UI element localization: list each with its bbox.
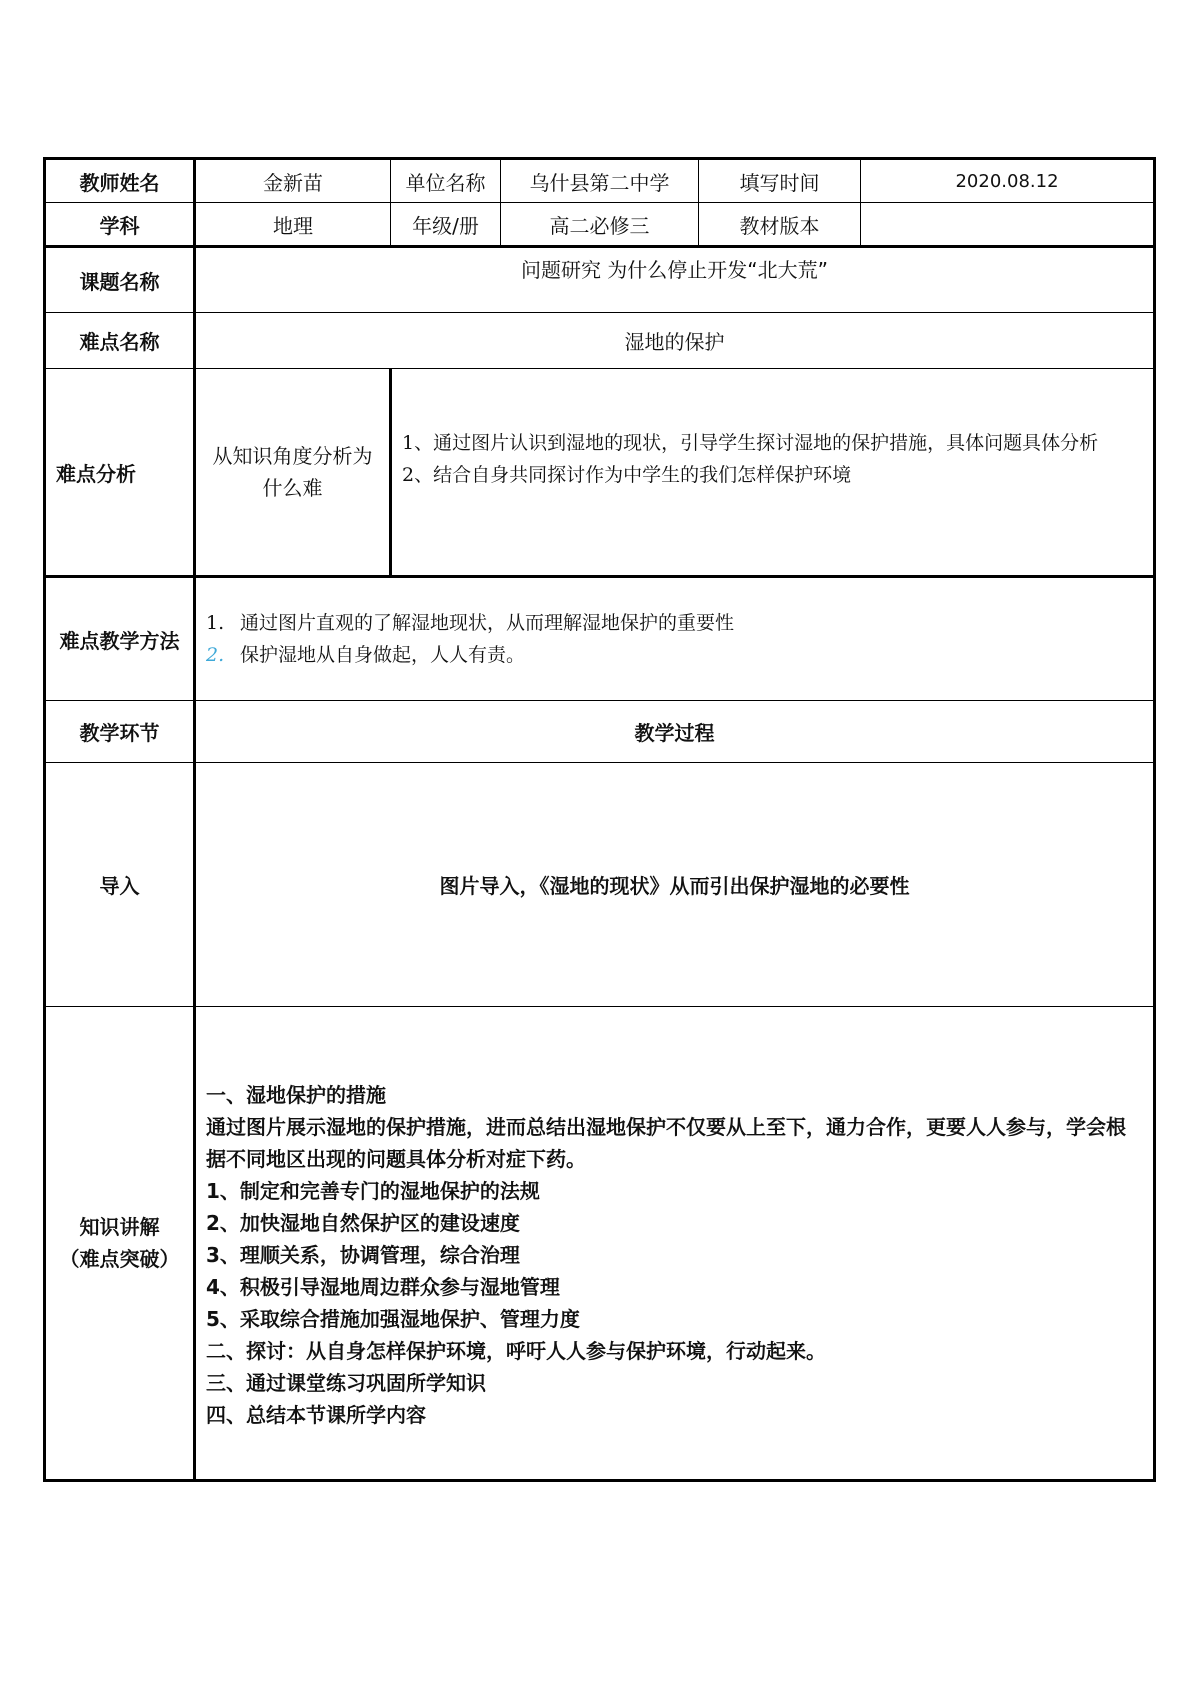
method-item-2-text: 保护湿地从自身做起，人人有责。 — [240, 644, 526, 666]
subject-label: 学科 — [45, 203, 195, 247]
analysis-point-1: 1、通过图片认识到湿地的现状，引导学生探讨湿地的保护措施，具体问题具体分析 — [402, 432, 1099, 454]
lesson-plan-table — [43, 157, 1156, 1482]
knowledge-line-3: 1、制定和完善专门的湿地保护的法规 — [206, 1179, 540, 1203]
knowledge-line-4: 2、加快湿地自然保护区的建设速度 — [206, 1211, 520, 1235]
intro-row — [45, 763, 1155, 1007]
knowledge-line-8: 二、探讨：从自身怎样保护环境，呼吁人人参与保护环境，行动起来。 — [206, 1339, 826, 1363]
topic-label: 课题名称 — [45, 247, 195, 313]
lesson-plan-sheet — [43, 157, 1153, 1482]
method-list — [195, 577, 1155, 701]
difficulty-value: 湿地的保护 — [195, 313, 1155, 369]
method-item-2-num: 2. — [206, 644, 225, 666]
header-row-1 — [45, 159, 1155, 203]
fill-time-value: 2020.08.12 — [861, 159, 1155, 203]
knowledge-label-line-2: （难点突破） — [59, 1247, 180, 1271]
analysis-points — [391, 369, 1155, 577]
method-label: 难点教学方法 — [45, 577, 195, 701]
method-item-2 — [206, 639, 1143, 671]
analysis-sub-label — [195, 369, 391, 577]
textbook-label: 教材版本 — [699, 203, 861, 247]
knowledge-line-7: 5、采取综合措施加强湿地保护、管理力度 — [206, 1307, 580, 1331]
teacher-value: 金新苗 — [195, 159, 391, 203]
method-item-1 — [206, 607, 1143, 639]
knowledge-label-line-1: 知识讲解 — [79, 1215, 160, 1239]
intro-value: 图片导入，《湿地的现状》从而引出保护湿地的必要性 — [195, 763, 1155, 1007]
intro-label: 导入 — [45, 763, 195, 1007]
process-label: 教学环节 — [45, 701, 195, 763]
header-row-2 — [45, 203, 1155, 247]
knowledge-line-9: 三、通过课堂练习巩固所学知识 — [206, 1371, 486, 1395]
analysis-point-2: 2、结合自身共同探讨作为中学生的我们怎样保护环境 — [402, 464, 852, 486]
textbook-value — [861, 203, 1155, 247]
method-row — [45, 577, 1155, 701]
method-item-1-text: 通过图片直观的了解湿地现状，从而理解湿地保护的重要性 — [240, 612, 735, 634]
analysis-sub-label-text: 从知识角度分析为什么难 — [212, 444, 373, 500]
knowledge-line-1: 一、湿地保护的措施 — [206, 1083, 386, 1107]
knowledge-content — [195, 1007, 1155, 1481]
subject-value: 地理 — [195, 203, 391, 247]
knowledge-label — [45, 1007, 195, 1481]
knowledge-line-6: 4、积极引导湿地周边群众参与湿地管理 — [206, 1275, 560, 1299]
process-value: 教学过程 — [195, 701, 1155, 763]
method-item-1-num: 1. — [206, 612, 225, 634]
teacher-label: 教师姓名 — [45, 159, 195, 203]
knowledge-line-10: 四、总结本节课所学内容 — [206, 1403, 426, 1427]
knowledge-line-5: 3、理顺关系，协调管理，综合治理 — [206, 1243, 520, 1267]
difficulty-row — [45, 313, 1155, 369]
unit-value: 乌什县第二中学 — [501, 159, 699, 203]
topic-row — [45, 247, 1155, 313]
grade-label: 年级/册 — [391, 203, 501, 247]
unit-label: 单位名称 — [391, 159, 501, 203]
fill-time-label: 填写时间 — [699, 159, 861, 203]
topic-value: 问题研究 为什么停止开发“北大荒” — [195, 247, 1155, 313]
knowledge-row — [45, 1007, 1155, 1481]
difficulty-label: 难点名称 — [45, 313, 195, 369]
knowledge-line-2: 通过图片展示湿地的保护措施，进而总结出湿地保护不仅要从上至下，通力合作，更要人人参与，学会根据不同地区出现的问题具体分析对症下药。 — [206, 1115, 1126, 1171]
analysis-label: 难点分析 — [45, 369, 195, 577]
grade-value: 高二必修三 — [501, 203, 699, 247]
process-header-row — [45, 701, 1155, 763]
analysis-row — [45, 369, 1155, 577]
